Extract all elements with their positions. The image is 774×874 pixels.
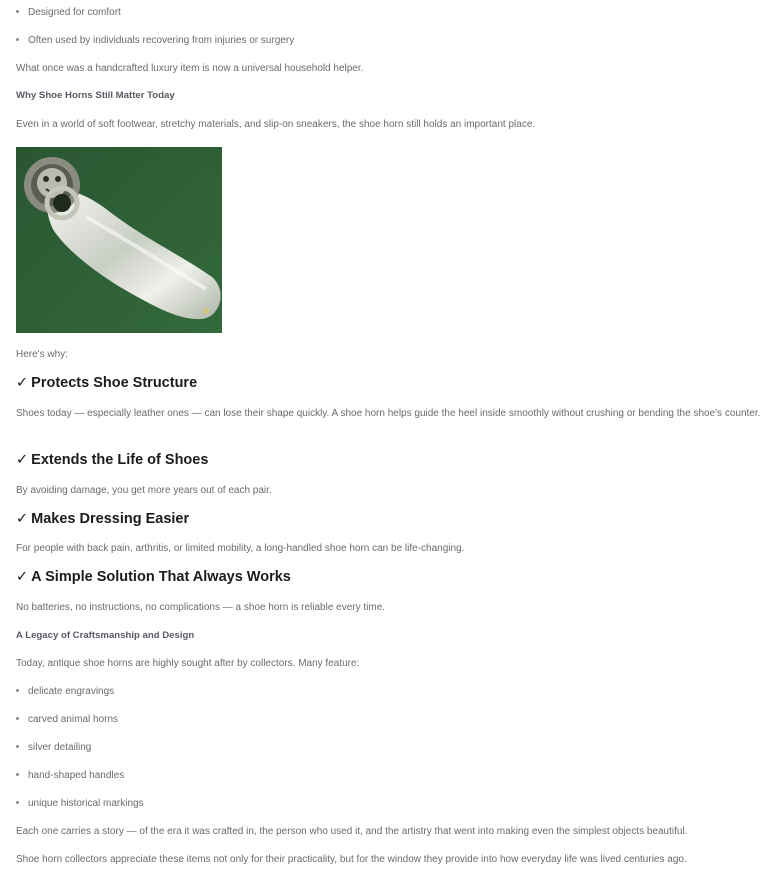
section-heading-legacy: A Legacy of Craftsmanship and Design	[16, 630, 195, 641]
list-item: delicate engravings	[16, 685, 114, 699]
section-body: For people with back pain, arthritis, or limited mobility, a long-handled shoe horn can be life-changing.	[16, 543, 465, 554]
check-icon: ✓	[16, 569, 29, 585]
list-item: Designed for comfort	[16, 6, 121, 20]
section-title: ✓ Extends the Life of Shoes	[16, 452, 209, 468]
section-body: By avoiding damage, you get more years out of each pair.	[16, 485, 272, 496]
list-item: carved animal horns	[16, 713, 118, 727]
check-icon: ✓	[16, 452, 29, 468]
list-item: hand-shaped handles	[16, 769, 124, 783]
list-item: silver detailing	[16, 741, 91, 755]
section-body: No batteries, no instructions, no complications — a shoe horn is reliable every time.	[16, 602, 386, 613]
bullet-icon	[16, 745, 19, 748]
paragraph-collectors: Shoe horn collectors appreciate these items not only for their practicality, but for the window they provide into how everyday life was lived centuries ago.	[16, 854, 687, 865]
paragraph-luxury: What once was a handcrafted luxury item is now a universal household helper.	[16, 63, 364, 74]
check-icon: ✓	[16, 511, 29, 527]
bullet-icon	[16, 717, 19, 720]
paragraph-story: Each one carries a story — of the era it was crafted in, the person who used it, and the artistry that went into making even the simplest objects beautiful.	[16, 826, 688, 837]
list-item: Often used by individuals recovering from injuries or surgery	[16, 34, 294, 48]
check-icon: ✓	[16, 375, 29, 391]
section-title: ✓ Makes Dressing Easier	[16, 511, 190, 527]
paragraph-today: Today, antique shoe horns are highly sought after by collectors. Many feature:	[16, 658, 360, 669]
paragraph-heres-why: Here's why:	[16, 349, 68, 360]
paragraph-world: Even in a world of soft footwear, stretchy materials, and slip-on sneakers, the shoe horn still holds an important place.	[16, 119, 536, 130]
bullet-icon	[16, 689, 19, 692]
bullet-icon	[16, 801, 19, 804]
shoe-horn-photo	[16, 147, 222, 333]
list-item: unique historical markings	[16, 797, 144, 811]
bullet-icon	[16, 38, 19, 41]
section-title: ✓ A Simple Solution That Always Works	[16, 569, 291, 585]
section-heading-why: Why Shoe Horns Still Matter Today	[16, 90, 175, 101]
bullet-icon	[16, 773, 19, 776]
bullet-icon	[16, 10, 19, 13]
section-body: Shoes today — especially leather ones — can lose their shape quickly. A shoe horn helps guide the heel inside smoothly without crushing or bending the shoe's counter.	[16, 408, 761, 419]
section-title: ✓ Protects Shoe Structure	[16, 375, 198, 391]
